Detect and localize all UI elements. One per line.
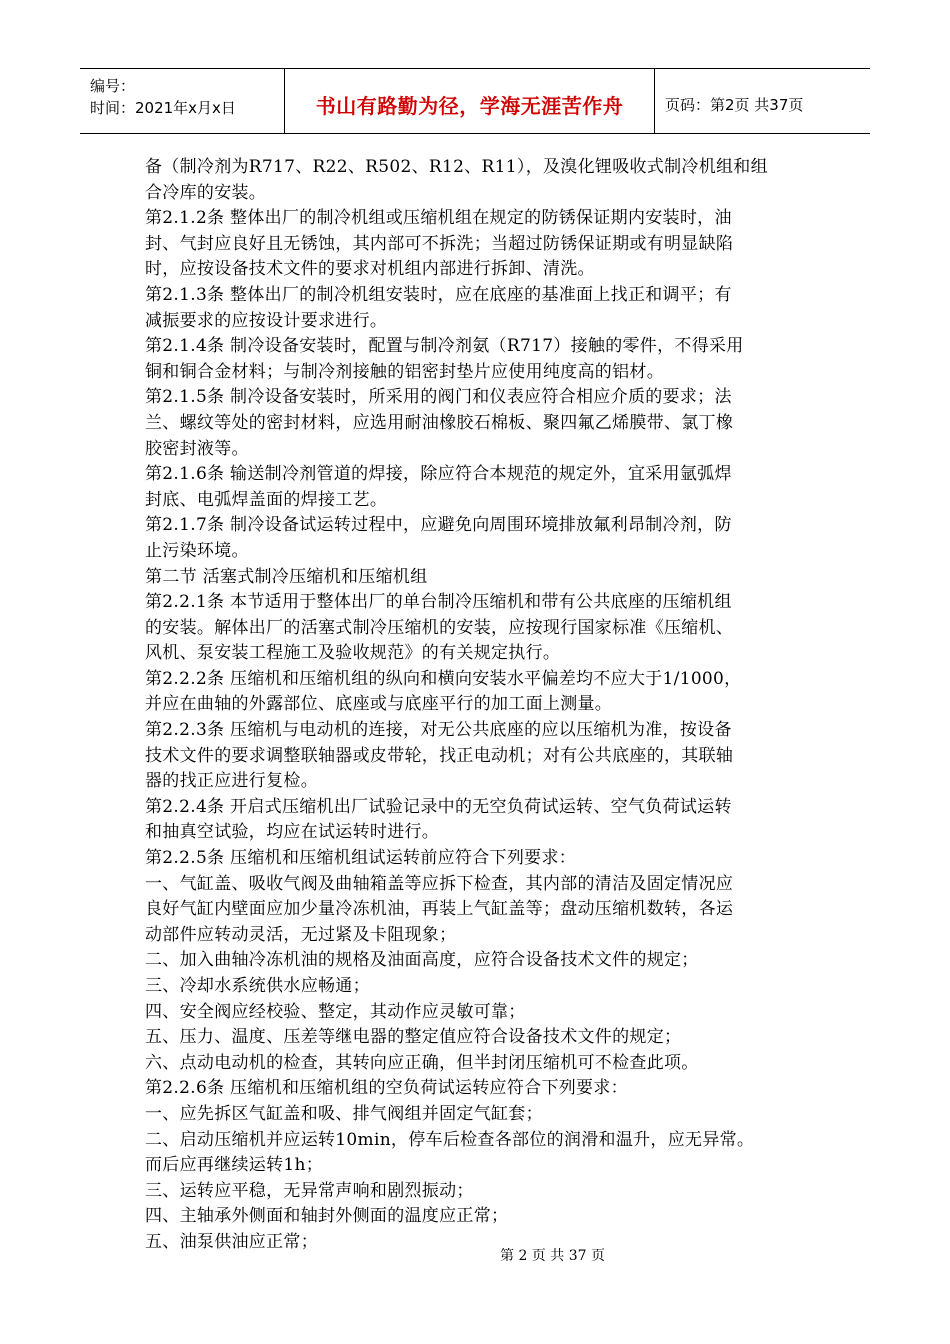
body-line: 四、主轴承外侧面和轴封外侧面的温度应正常； (145, 1206, 509, 1227)
section-heading: 第二节 活塞式制冷压缩机和压缩机组 (145, 566, 428, 587)
body-line: 一、气缸盖、吸收气阀及曲轴箱盖等应拆下检查，其内部的清洁及固定情况应 (145, 873, 734, 894)
body-line: 备（制冷剂为R717、R22、R502、R12、R11），及溴化锂吸收式制冷机组和组 (145, 157, 768, 177)
body-line: 第2.1.3条 整体出厂的制冷机组安装时，应在底座的基准面上找正和调平；有 (145, 284, 732, 305)
header-page-code-cell (655, 69, 870, 133)
body-line: 封底、电弧焊盖面的焊接工艺。 (145, 489, 388, 510)
body-line: 良好气缸内壁面应加少量冷冻机油，再装上气缸盖等；盘动压缩机数转，各运 (145, 899, 734, 920)
body-line: 一、应先拆区气缸盖和吸、排气阀组并固定气缸套； (145, 1103, 543, 1124)
body-line: 技术文件的要求调整联轴器或皮带轮，找正电动机；对有公共底座的，其联轴 (145, 745, 734, 766)
body-line: 封、气封应良好且无锈蚀，其内部可不拆洗；当超过防锈保证期或有明显缺陷 (145, 233, 734, 254)
body-line: 第2.2.2条 压缩机和压缩机组的纵向和横向安装水平偏差均不应大于1/1000， (145, 668, 742, 689)
document-number-label: 编号： (90, 77, 136, 95)
body-line: 时，应按设备技术文件的要求对机组内部进行拆卸、清洗。 (145, 259, 595, 280)
body-line: 五、油泵供油应正常； (145, 1231, 318, 1252)
body-line: 第2.2.3条 压缩机与电动机的连接，对无公共底座的应以压缩机为准，按设备 (145, 720, 732, 741)
body-line: 第2.1.5条 制冷设备安装时，所采用的阀门和仪表应符合相应介质的要求；法 (145, 387, 732, 408)
page-header (80, 68, 870, 134)
body-line: 并应在曲轴的外露部位、底座或与底座平行的加工面上测量。 (145, 694, 613, 715)
body-line: 三、运转应平稳，无异常声响和剧烈振动； (145, 1180, 474, 1201)
body-line: 第2.2.4条 开启式压缩机出厂试验记录中的无空负荷试运转、空气负荷试运转 (145, 796, 732, 817)
body-line: 六、点动电动机的检查，其转向应正确，但半封闭压缩机可不检查此项。 (145, 1052, 699, 1073)
body-line: 器的找正应进行复检。 (145, 771, 318, 792)
body-line: 第2.2.5条 压缩机和压缩机组试运转前应符合下列要求： (145, 848, 577, 869)
body-line: 合冷库的安装。 (145, 182, 267, 203)
header-meta (80, 69, 285, 133)
body-line: 兰、螺纹等处的密封材料，应选用耐油橡胶石棉板、聚四氟乙烯膜带、氯丁橡 (145, 412, 734, 433)
footer-page-number: 第 2 页 共 37 页 (500, 1248, 605, 1264)
document-body (145, 155, 810, 1256)
body-line: 第2.2.1条 本节适用于整体出厂的单台制冷压缩机和带有公共底座的压缩机组 (145, 592, 732, 613)
header-motto: 书山有路勤为径，学海无涯苦作舟 (315, 93, 624, 118)
header-motto-cell (285, 69, 655, 133)
body-line: 和抽真空试验，均应在试运转时进行。 (145, 822, 440, 843)
body-line: 第2.2.6条 压缩机和压缩机组的空负荷试运转应符合下列要求： (145, 1078, 628, 1099)
body-line: 第2.1.4条 制冷设备安装时，配置与制冷剂氨（R717）接触的零件，不得采用 (145, 336, 744, 357)
body-line: 二、加入曲轴冷冻机油的规格及油面高度，应符合设备技术文件的规定； (145, 950, 699, 971)
body-line: 第2.1.2条 整体出厂的制冷机组或压缩机组在规定的防锈保证期内安装时，油 (145, 208, 732, 229)
body-line: 的安装。解体出厂的活塞式制冷压缩机的安装，应按现行国家标准《压缩机、 (145, 617, 734, 638)
body-line: 第2.1.6条 输送制冷剂管道的焊接，除应符合本规范的规定外，宜采用氩弧焊 (145, 464, 732, 485)
body-line: 胶密封液等。 (145, 438, 249, 459)
body-line: 风机、泵安装工程施工及验收规范》的有关规定执行。 (145, 643, 561, 664)
body-line: 而后应再继续运转1h； (145, 1155, 324, 1176)
body-line: 止污染环境。 (145, 540, 249, 561)
body-line: 四、安全阀应经校验、整定，其动作应灵敏可靠； (145, 1001, 526, 1022)
body-line: 二、启动压缩机并应运转10min，停车后检查各部位的润滑和温升，应无异常。 (145, 1129, 755, 1150)
header-page-code: 页码：第2页 共37页 (665, 95, 804, 114)
body-line: 五、压力、温度、压差等继电器的整定值应符合设备技术文件的规定； (145, 1027, 682, 1048)
body-line: 减振要求的应按设计要求进行。 (145, 310, 388, 331)
body-line: 铜和铜合金材料；与制冷剂接触的铝密封垫片应使用纯度高的铝材。 (145, 361, 664, 382)
document-time-label: 时间：2021年x月x日 (90, 99, 236, 117)
body-line: 动部件应转动灵活，无过紧及卡阻现象； (145, 924, 457, 945)
page-footer (0, 1245, 950, 1265)
body-line: 三、冷却水系统供水应畅通； (145, 976, 370, 996)
body-line: 第2.1.7条 制冷设备试运转过程中，应避免向周围环境排放氟利昂制冷剂，防 (145, 515, 732, 536)
